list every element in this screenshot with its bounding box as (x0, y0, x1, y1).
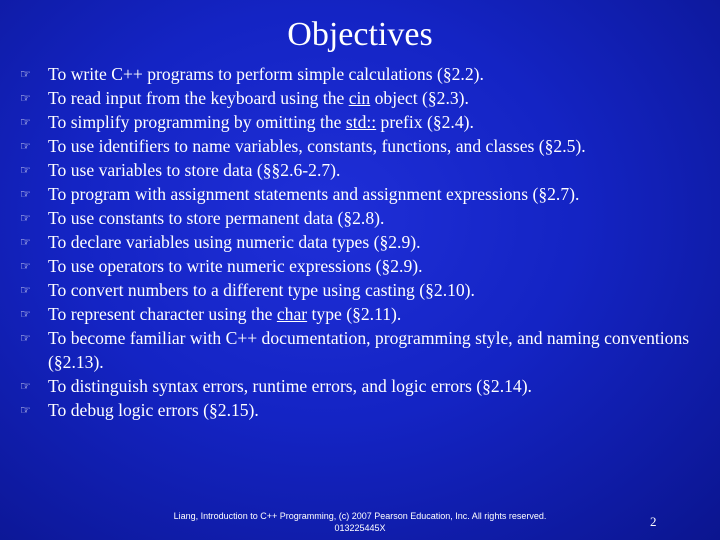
objective-item: ☞ To become familiar with C++ documentation, programming style, and naming conventions (§2.13). (20, 328, 690, 372)
objective-item: ☞ To convert numbers to a different type using casting (§2.10). (20, 280, 475, 300)
objective-item: ☞ To distinguish syntax errors, runtime errors, and logic errors (§2.14). (20, 376, 532, 396)
footer-line-2: 013225445X (334, 523, 386, 533)
pointing-hand-icon: ☞ (20, 163, 31, 177)
pointing-hand-icon: ☞ (20, 187, 31, 201)
objective-item: ☞ To simplify programming by omitting the std:: prefix (§2.4). (20, 112, 474, 132)
objective-item: ☞ To use operators to write numeric expressions (§2.9). (20, 256, 423, 276)
objective-item: ☞ To represent character using the char type (§2.11). (20, 304, 402, 324)
objective-item: ☞ To write C++ programs to perform simple calculations (§2.2). (20, 64, 484, 84)
pointing-hand-icon: ☞ (20, 235, 31, 249)
footer-line-1: Liang, Introduction to C++ Programming, (c) 2007 Pearson Education, Inc. All rights reserved. (173, 511, 547, 521)
pointing-hand-icon: ☞ (20, 379, 31, 393)
pointing-hand-icon: ☞ (20, 307, 31, 321)
objective-item: ☞ To read input from the keyboard using the cin object (§2.3). (20, 88, 469, 108)
objective-item: ☞ To use variables to store data (§§2.6-2.7). (20, 160, 341, 180)
page-number: 2 (650, 514, 657, 529)
pointing-hand-icon: ☞ (20, 259, 31, 273)
pointing-hand-icon: ☞ (20, 331, 31, 345)
objective-item: ☞ To program with assignment statements and assignment expressions (§2.7). (20, 184, 580, 204)
pointing-hand-icon: ☞ (20, 91, 31, 105)
pointing-hand-icon: ☞ (20, 67, 31, 81)
pointing-hand-icon: ☞ (20, 139, 31, 153)
objective-item: ☞ To use identifiers to name variables, constants, functions, and classes (§2.5). (20, 136, 586, 156)
pointing-hand-icon: ☞ (20, 115, 31, 129)
pointing-hand-icon: ☞ (20, 283, 31, 297)
objective-item: ☞ To debug logic errors (§2.15). (20, 400, 259, 420)
objective-item: ☞ To declare variables using numeric data types (§2.9). (20, 232, 421, 252)
pointing-hand-icon: ☞ (20, 211, 31, 225)
objectives-list (20, 62, 700, 422)
footer-copyright (120, 510, 600, 534)
objective-item: ☞ To use constants to store permanent data (§2.8). (20, 208, 385, 228)
pointing-hand-icon: ☞ (20, 403, 31, 417)
slide-title: Objectives (287, 16, 433, 53)
